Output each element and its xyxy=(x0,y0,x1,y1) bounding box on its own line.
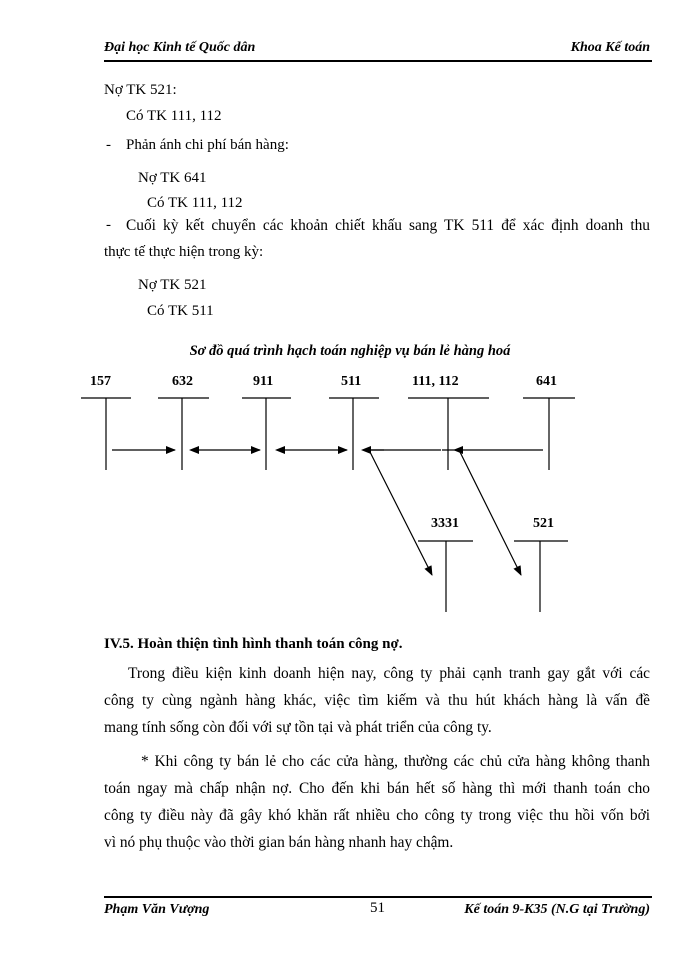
account-label-111-112: 111, 112 xyxy=(412,374,459,389)
page-number: 51 xyxy=(370,900,385,916)
paragraph-1-line-3: mang tính sống còn đối với sự tồn tại và phát triển của công ty. xyxy=(104,719,492,736)
t-account-632 xyxy=(158,398,209,470)
account-label-521: 521 xyxy=(533,516,554,531)
entry-co-111-112: Có TK 111, 112 xyxy=(126,108,222,124)
header-left: Đại học Kinh tế Quốc dân xyxy=(104,40,256,55)
footer-rule xyxy=(104,896,652,898)
paragraph-2-line-1: * Khi công ty bán lẻ cho các cửa hàng, thường các chủ cửa hàng không thanh xyxy=(141,753,650,770)
bullet-dash: - xyxy=(106,137,111,153)
t-account-911 xyxy=(242,398,291,470)
entry-no-641: Nợ TK 641 xyxy=(138,170,207,186)
entry-co-111-112-b: Có TK 111, 112 xyxy=(147,195,243,211)
t-account-511 xyxy=(329,398,379,470)
section-heading: IV.5. Hoàn thiện tình hình thanh toán công nợ. xyxy=(104,636,403,652)
bullet-year-end-transfer-cont: thực tế thực hiện trong kỳ: xyxy=(104,244,264,260)
account-label-3331: 3331 xyxy=(431,516,459,531)
paragraph-2-line-4: vì nó phụ thuộc vào thời gian bán hàng nhanh hay chậm. xyxy=(104,834,454,851)
bullet-selling-expense: Phản ánh chi phí bán hàng: xyxy=(126,137,289,153)
entry-co-511: Có TK 511 xyxy=(147,303,214,319)
footer-author: Phạm Văn Vượng xyxy=(104,902,210,917)
paragraph-2-line-3: công ty điều này đã gây khó khăn rất nhiều cho công ty trong việc thu hồi vốn bởi xyxy=(104,807,650,824)
arrow-511-to-3331 xyxy=(369,450,432,575)
t-account-111-112 xyxy=(408,398,489,470)
t-account-157 xyxy=(81,398,131,470)
t-account-521 xyxy=(514,541,568,612)
paragraph-1-line-1: Trong điều kiện kinh doanh hiện nay, công ty phải cạnh tranh gay gắt với các xyxy=(128,665,650,682)
account-label-157: 157 xyxy=(90,374,111,389)
entry-no-521-b: Nợ TK 521 xyxy=(138,277,207,293)
account-label-911: 911 xyxy=(253,374,274,389)
header-right: Khoa Kế toán xyxy=(570,40,650,55)
paragraph-2-line-2: toán ngay mà chấp nhận nợ. Cho đến khi bán hết số hàng thì mới thanh toán cho xyxy=(104,780,650,797)
diagram-title: Sơ đồ quá trình hạch toán nghiệp vụ bán lẻ hàng hoá xyxy=(189,343,511,359)
bullet-year-end-transfer: Cuối kỳ kết chuyển các khoản chiết khấu sang TK 511 để xác định doanh thu xyxy=(126,217,650,234)
paragraph-1-line-2: công ty cùng ngành hàng khác, việc tìm kiếm và thu hút khách hàng là vấn đề xyxy=(104,692,650,709)
entry-no-521: Nợ TK 521: xyxy=(104,82,177,98)
account-label-632: 632 xyxy=(172,374,193,389)
footer-right: Kế toán 9-K35 (N.G tại Trường) xyxy=(464,902,650,917)
bullet-dash: - xyxy=(106,217,111,233)
account-label-641: 641 xyxy=(536,374,557,389)
t-account-641 xyxy=(523,398,575,470)
arrow-111-112-to-521 xyxy=(442,450,521,575)
t-account-3331 xyxy=(418,541,473,612)
account-label-511: 511 xyxy=(341,374,362,389)
